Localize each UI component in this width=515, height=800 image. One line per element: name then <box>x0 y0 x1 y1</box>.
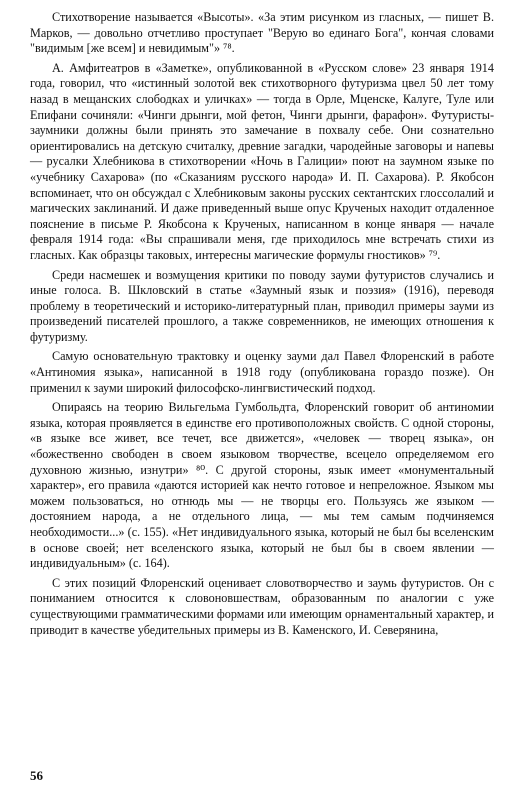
document-page <box>30 10 494 642</box>
paragraph: Самую основательную трактовку и оценку зауми дал Павел Флоренский в работе «Антиномия языка», написанной в 1918 году (опубликована гораздо позже). Он применил к зауми широкий философско-лингвистический подход. <box>30 349 494 395</box>
paragraph: С этих позиций Флоренский оценивает словотворчество и заумь футуристов. Он с пониманием относится к словоновшествам, образованным по аналогии с уже существующими грамматическими формами или имеющим орнаментальный характер, и приводит в качестве убедительных примеры из В. Каменского, И. Северянина, <box>30 575 494 637</box>
page-number: 56 <box>30 768 43 783</box>
paragraph: Стихотворение называется «Высоты». «За этим рисунком из гласных, — пишет В. Марков, — довольно отчетливо проступает "Верую во единаго Бога", кончая словами "видимым [же всем] и невидимым"» ⁷⁸. <box>30 10 494 56</box>
paragraph: Опираясь на теорию Вильгельма Гумбольдта, Флоренский говорит об антиномии языка, которая проявляется в единстве его противоположных свойств. С одной стороны, «в языке все живет, все течет, все движется», «человек — творец языка», он «божественно свободен в своем языковом творчестве, всецело определяемом его духовною жизнью, изнутри» ⁸⁰. С другой стороны, язык имеет «монументальный характер», его правила «даются историей как нечто готовое и непреложное. Языком мы можем пользоваться, но отнюдь мы — не творцы его. Пользуясь же языком — достоянием народа, а не отдельного лица, — мы тем самым подчиняемся необходимости...» (с. 155). «Нет индивидуального языка, который не был бы вселенским в основе своей; нет вселенского языка, который не был бы в своем явлении — индивидуальным» (с. 164). <box>30 400 494 571</box>
paragraph: А. Амфитеатров в «Заметке», опубликованной в «Русском слове» 23 января 1914 года, говорил, что «истинный золотой век стихотворного футуризма цвел 50 лет тому назад в мещанских слободках и уличках» — тогда в Орле, Мценске, Калуге, Туле или Епифани сочиняли: «Чинги дрынги, мой фетон, Чинги дрынги, фарафон». Футуристы-заумники должны были принять это замечание в похвалу себе. Они сознательно ориентировались на детскую считалку, древние загадки, чародейные заговоры и напевы — русалки Хлебникова в стихотворении «Ночь в Галиции» поют на заумном языке по «учебнику Сахарова» (по «Сказаниям русского народа» И. П. Сахарова). Р. Якобсон вспоминает, что он обсуждал с Хлебниковым законы русских сектантских глоссолалий и магических заклинаний. И даже приведенный выше опус Крученых находит отдаленное пояснение в письме Р. Якобсона к Крученых, написанном в конце января — начале февраля 1914 года: «Вы спрашивали меня, где приходилось мне встречать стихи из гласных. Как образцы таковых, интересны магические формулы гностиков» ⁷⁹. <box>30 60 494 262</box>
paragraph: Среди насмешек и возмущения критики по поводу зауми футуристов случались и иные голоса. В. Шкловский в статье «Заумный язык и поэзия» (1916), переводя проблему в теоретический и историко-литературный план, приводил примеры зауми из произведений писателей прошлого, а также современников, не имеющих отношения к футуризму. <box>30 267 494 344</box>
